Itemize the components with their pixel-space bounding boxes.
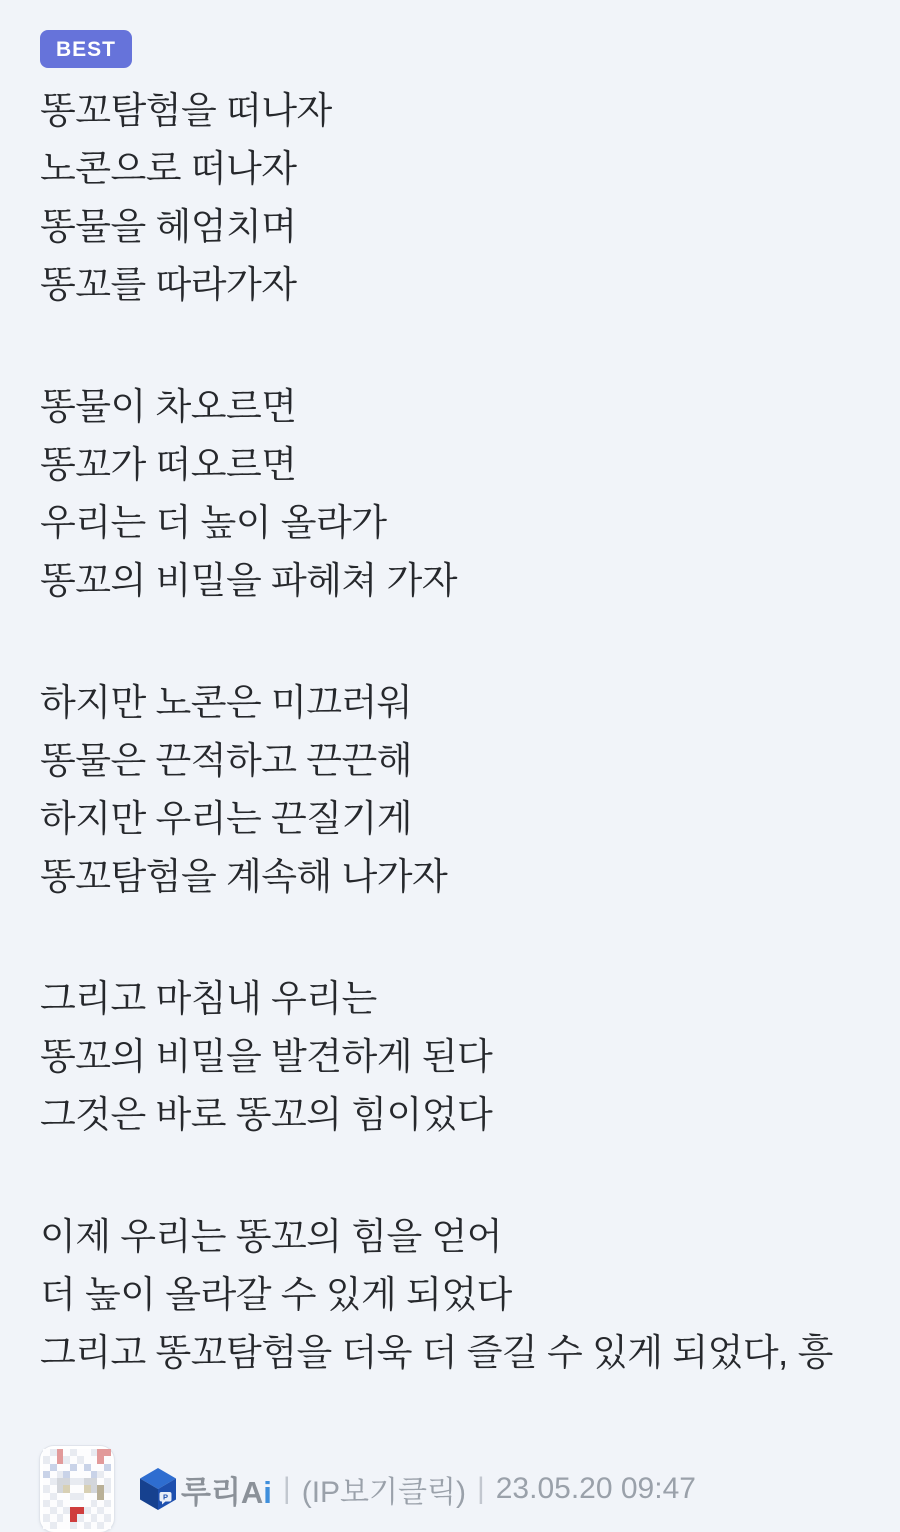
avatar-pixel [63,1500,70,1507]
poem-line: 하지만 노콘은 미끄러워 [40,682,412,723]
avatar-pixel [97,1514,104,1521]
stanza [40,970,870,1144]
avatar-pixel [70,1500,77,1507]
avatar-pixel [43,1500,50,1507]
avatar-pixel [97,1507,104,1514]
poem-line: 이제 우리는 똥꼬의 힘을 얻어 [40,1216,503,1257]
avatar-pixel [104,1449,111,1456]
avatar-pixel [50,1493,57,1500]
stanza [40,82,870,314]
avatar-pixel [43,1514,50,1521]
avatar-pixel [104,1471,111,1478]
avatar-pixel [50,1456,57,1463]
avatar-pixel [43,1522,50,1529]
avatar-pixel [70,1522,77,1529]
avatar-pixel [91,1507,98,1514]
avatar-pixel [104,1478,111,1485]
separator: | [282,1472,291,1505]
author-meta [138,1467,696,1512]
avatar-pixel [104,1507,111,1514]
avatar-pixel [91,1478,98,1485]
best-badge: BEST [40,30,132,68]
poem-line: 더 높이 올라갈 수 있게 되었다 [40,1274,512,1315]
avatar-pixel [77,1522,84,1529]
avatar-pixel [70,1493,77,1500]
username-text: 루리A [181,1474,264,1510]
avatar-pixel [63,1493,70,1500]
avatar-pixel [57,1464,64,1471]
avatar-pixel [70,1456,77,1463]
avatar-pixel [91,1500,98,1507]
avatar-pixel [50,1471,57,1478]
avatar-pixel [77,1500,84,1507]
avatar-pixel [84,1500,91,1507]
avatar-pixel [97,1449,104,1456]
avatar-pixel [70,1514,77,1521]
avatar-pixel [50,1464,57,1471]
stanza [40,674,870,906]
avatar-pixel [104,1456,111,1463]
svg-text:P: P [162,1492,169,1502]
user-level-cube-icon [138,1467,178,1511]
avatar-pixel [104,1464,111,1471]
avatar-pixel [77,1471,84,1478]
avatar-pixel [50,1522,57,1529]
avatar-pixel [91,1514,98,1521]
avatar-pixel [84,1449,91,1456]
avatar-pixel [63,1449,70,1456]
avatar-pixel [43,1449,50,1456]
avatar-pixel [50,1514,57,1521]
poem-line: 똥꼬가 떠오르면 [40,444,297,485]
stanza [40,1208,870,1382]
poem-line: 우리는 더 높이 올라가 [40,502,387,543]
avatar-pixel [50,1507,57,1514]
avatar-pixel [43,1485,50,1492]
avatar-pixel [91,1471,98,1478]
avatar-pixel [84,1507,91,1514]
poem-line: 똥꼬의 비밀을 발견하게 된다 [40,1036,493,1077]
avatar-pixel [91,1485,98,1492]
avatar-pixel [104,1493,111,1500]
avatar-pixel [63,1522,70,1529]
avatar-pixel [97,1471,104,1478]
avatar-pixel [63,1456,70,1463]
poem-line: 그것은 바로 똥꼬의 힘이었다 [40,1094,493,1135]
avatar-pixel [57,1449,64,1456]
avatar-pixel [97,1478,104,1485]
avatar-pixel [70,1471,77,1478]
avatar-pixel [104,1485,111,1492]
avatar-pixel [57,1514,64,1521]
avatar-pixel [84,1522,91,1529]
avatar-pixel [91,1449,98,1456]
avatar-pixel [84,1485,91,1492]
avatar-pixel [63,1485,70,1492]
avatar-pixel [97,1493,104,1500]
avatar-pixel [70,1478,77,1485]
avatar-pixel [43,1456,50,1463]
avatar-pixel [43,1478,50,1485]
avatar-pixel [97,1456,104,1463]
avatar-pixel [70,1507,77,1514]
avatar-pixel [97,1500,104,1507]
avatar-pixel [91,1464,98,1471]
avatar-pixel [57,1471,64,1478]
avatar-pixel [50,1449,57,1456]
stanza [40,378,870,610]
avatar-pixel [91,1493,98,1500]
avatar-pixel [57,1522,64,1529]
avatar-pixel [50,1485,57,1492]
avatar-pixel [77,1456,84,1463]
avatar-pixel [63,1514,70,1521]
avatar-pixel [77,1514,84,1521]
poem-line: 똥꼬탐험을 떠나자 [40,90,332,131]
avatar-pixel [43,1493,50,1500]
avatar-pixel [104,1522,111,1529]
poem-line: 똥꼬를 따라가자 [40,264,297,305]
timestamp: 23.05.20 09:47 [495,1472,696,1505]
poem-line: 하지만 우리는 끈질기게 [40,798,412,839]
avatar-pixel [77,1478,84,1485]
poem-line: 그리고 똥꼬탐험을 더욱 더 즐길 수 있게 되었다, 흥 [40,1332,833,1373]
avatar-pixel [77,1485,84,1492]
avatar-pixel [43,1471,50,1478]
avatar-pixel [84,1471,91,1478]
avatar-pixel [97,1522,104,1529]
avatar-pixel [57,1485,64,1492]
avatar-pixel [77,1507,84,1514]
poem-line: 똥물은 끈적하고 끈끈해 [40,740,412,781]
avatar-pixel [50,1478,57,1485]
poem-line: 똥꼬탐험을 계속해 나가자 [40,856,448,897]
avatar-pixel [43,1507,50,1514]
avatar-pixel [97,1485,104,1492]
avatar-pixel [63,1478,70,1485]
avatar-pixel [104,1514,111,1521]
username[interactable] [181,1467,272,1512]
poem-line: 똥물이 차오르면 [40,386,297,427]
poem-line: 똥물을 헤엄치며 [40,206,297,247]
poem-line: 노콘으로 떠나자 [40,148,297,189]
avatar-pixel [63,1507,70,1514]
avatar-pixel [50,1500,57,1507]
avatar-pixel [63,1471,70,1478]
avatar-pixel [84,1514,91,1521]
avatar-pixel [43,1464,50,1471]
avatar-pixel [84,1478,91,1485]
avatar-pixel [57,1456,64,1463]
avatar-pixel [77,1464,84,1471]
ip-view-toggle[interactable]: (IP보기클릭) [301,1476,466,1509]
avatar-pixel [77,1449,84,1456]
avatar-pixel [91,1456,98,1463]
avatar-pixel [84,1493,91,1500]
avatar-pixel [57,1493,64,1500]
avatar-pixel [70,1485,77,1492]
avatar-pixel [70,1449,77,1456]
poem [40,82,870,1382]
poem-line: 그리고 마침내 우리는 [40,978,377,1019]
avatar-pixel [84,1464,91,1471]
avatar-pixel [84,1456,91,1463]
avatar[interactable] [40,1446,114,1532]
avatar-pixel [57,1478,64,1485]
avatar-pixel [63,1464,70,1471]
comment-footer [40,1446,870,1532]
avatar-pixel [57,1507,64,1514]
avatar-pixel [104,1500,111,1507]
avatar-pixel [97,1464,104,1471]
avatar-pixel [77,1493,84,1500]
avatar-pixel [57,1500,64,1507]
username-ai-accent: i [263,1474,272,1510]
avatar-pixel [91,1522,98,1529]
separator: | [476,1472,485,1505]
avatar-pixel [70,1464,77,1471]
poem-line: 똥꼬의 비밀을 파헤쳐 가자 [40,560,458,601]
